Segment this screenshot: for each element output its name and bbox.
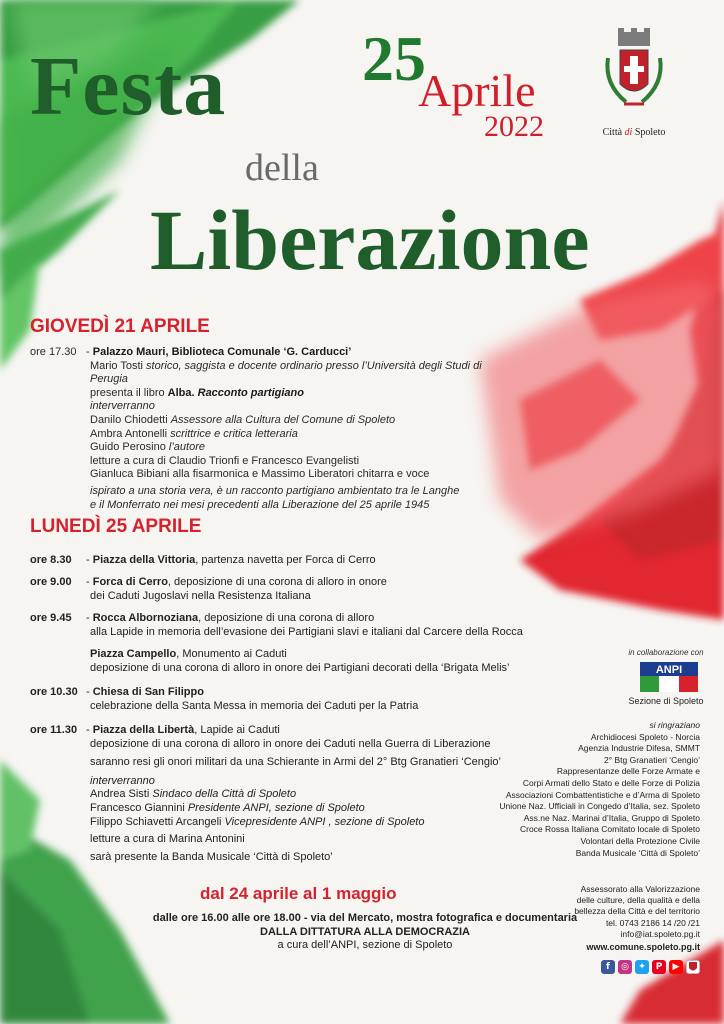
title-festa: Festa xyxy=(30,40,227,133)
note-line: ispirato a una storia vera, è un racconto partigiano ambientato tra le Langhe xyxy=(90,484,460,497)
date-year: 2022 xyxy=(484,110,544,143)
thanks-item: Agenzia Industrie Difesa, SMMT xyxy=(578,743,700,754)
thanks-label: si ringraziano xyxy=(649,720,700,730)
anpi-logo-icon xyxy=(640,662,698,692)
heading-giovedi: GIOVEDÌ 21 APRILE xyxy=(30,316,210,337)
thanks-item: Banda Musicale ‘Città di Spoleto’ xyxy=(575,847,700,858)
date-month: Aprile xyxy=(418,65,536,116)
event-lunedi-830: ore 8.30 - Piazza della Vittoria, partenza navetta per Forca di Cerro xyxy=(30,554,376,566)
event-giovedi xyxy=(30,346,510,512)
book-line: presenta il libro Alba. Racconto partigiano xyxy=(90,386,304,399)
title-della: della xyxy=(245,147,319,189)
note-line: e il Monferrato nei mesi precedenti alla Liberazione del 25 aprile 1945 xyxy=(90,498,430,511)
facebook-icon[interactable]: f xyxy=(601,960,615,974)
city-logo-icon xyxy=(686,960,700,974)
thanks-item: Unione Naz. Ufficiali in Congedo d’Italia, sez. Spoleto xyxy=(499,801,700,812)
event-place: Palazzo Mauri, Biblioteca Comunale ‘G. Carducci’ xyxy=(92,346,352,358)
collab-label: in collaborazione con xyxy=(628,648,704,657)
thanks-item: Ass.ne Naz. Marinai d’Italia, Gruppo di Spoleto xyxy=(523,812,700,823)
readings-line: letture a cura di Claudio Trionfi e Francesco Evangelisti xyxy=(90,454,360,467)
event-lunedi-1030: ore 10.30 - Chiesa di San Filippo celebrazione della Santa Messa in memoria dei Caduti per la Patria xyxy=(30,686,419,712)
thanks-item: Volontari della Protezione Civile xyxy=(580,835,700,846)
event-time: ore 17.30 xyxy=(30,346,77,358)
pinterest-icon[interactable]: P xyxy=(652,960,666,974)
event-lunedi-1130: ore 11.30 - Piazza della Libertà, Lapide ai Caduti deposizione di una corona di alloro in onore dei Caduti nella Guerra di Liberazione saranno resi gli onori militari da una Schierante in Armi del 2° Btg Granatieri ‘Cengio’ interverranno Andrea Sisti Sindaco della Città di Spoleto Francesco Giannini Presidente ANPI, sezione di Spoleto Filippo Schiavetti Arcangeli Vicepresidente ANPI , sezione di Spoleto letture a cura di Marina Antonini sarà presente la Banda Musicale ‘Città di Spoleto’ xyxy=(30,724,501,863)
anpi-section: Sezione di Spoleto xyxy=(628,696,704,706)
music-line: Gianluca Bibiani alla fisarmonica e Massimo Liberatori chitarra e voce xyxy=(90,468,430,481)
twitter-icon[interactable]: ✦ xyxy=(635,960,649,974)
city-caption: Città di Spoleto xyxy=(602,127,666,138)
city-coat-of-arms xyxy=(598,28,670,138)
social-icons xyxy=(574,958,700,976)
thanks-item: Corpi Armati dello Stato e delle Forze di Polizia xyxy=(522,777,700,788)
svg-text:ANPI: ANPI xyxy=(655,664,683,676)
event-giovedi-title: ore 17.30 - Palazzo Mauri, Biblioteca Comunale ‘G. Carducci’ xyxy=(30,346,352,358)
thanks-item: 2° Btg Granatieri ‘Cengio’ xyxy=(603,754,700,765)
exhibit-details: dalle ore 16.00 alle ore 18.00 - via del Mercato, mostra fotografica e documentaria DALLA DITTATURA ALLA DEMOCRAZIA a cura dell’ANPI, sezione di Spoleto xyxy=(152,912,578,952)
instagram-icon[interactable]: ◎ xyxy=(618,960,632,974)
exhibit-date-range: dal 24 aprile al 1 maggio xyxy=(200,884,397,903)
guest-line: Danilo Chiodetti Assessore alla Cultura del Comune di Spoleto xyxy=(90,413,396,426)
thanks-item: Associazioni Combattentistiche e d’Arma di Spoleto xyxy=(505,789,700,800)
thanks-item: Archidiocesi Spoleto - Norcia xyxy=(590,731,700,742)
youtube-icon[interactable]: ▶ xyxy=(669,960,683,974)
assessorato-info: Assessorato alla Valorizzazione delle culture, della qualità e della bellezza della Città e del territorio tel. 0743 2186 14 /20 /21 info@iat.spoleto.pg.it xyxy=(574,884,700,939)
guest-line: Guido Perosino l’autore xyxy=(90,441,205,454)
event-lunedi-945: ore 9.45 - Rocca Albornoziana, deposizione di una corona di alloro alla Lapide in memoria dell’evasione dei Partigiani slavi e italiani dal Carcere della Rocca xyxy=(30,612,523,638)
heading-lunedi: LUNEDÌ 25 APRILE xyxy=(30,516,202,537)
title-liberazione: Liberazione xyxy=(150,192,590,288)
event-lunedi-900: ore 9.00 - Forca di Cerro, deposizione di una corona di alloro in onore dei Caduti Jugoslavi nella Resistenza Italiana xyxy=(30,576,387,602)
thanks-list xyxy=(496,720,700,859)
speaker-line: Mario Tosti storico, saggista e docente ordinario presso l’Università degli Studi di Perugia xyxy=(90,359,482,386)
date-day: 25 xyxy=(362,23,426,94)
coat-of-arms-icon xyxy=(598,28,670,120)
thanks-item: Rappresentanze delle Forze Armate e xyxy=(556,766,700,777)
guest-line: Ambra Antonelli scrittrice e critica letteraria xyxy=(90,427,298,440)
event-lunedi-campello: Piazza Campello, Monumento ai Caduti deposizione di una corona di alloro in onore dei Partigiani decorati della ‘Brigata Melis’ xyxy=(90,648,510,674)
website-link[interactable]: www.comune.spoleto.pg.it xyxy=(586,942,700,952)
intervene-label: interverranno xyxy=(90,400,155,413)
thanks-item: Croce Rossa Italiana Comitato locale di Spoleto xyxy=(519,824,700,835)
